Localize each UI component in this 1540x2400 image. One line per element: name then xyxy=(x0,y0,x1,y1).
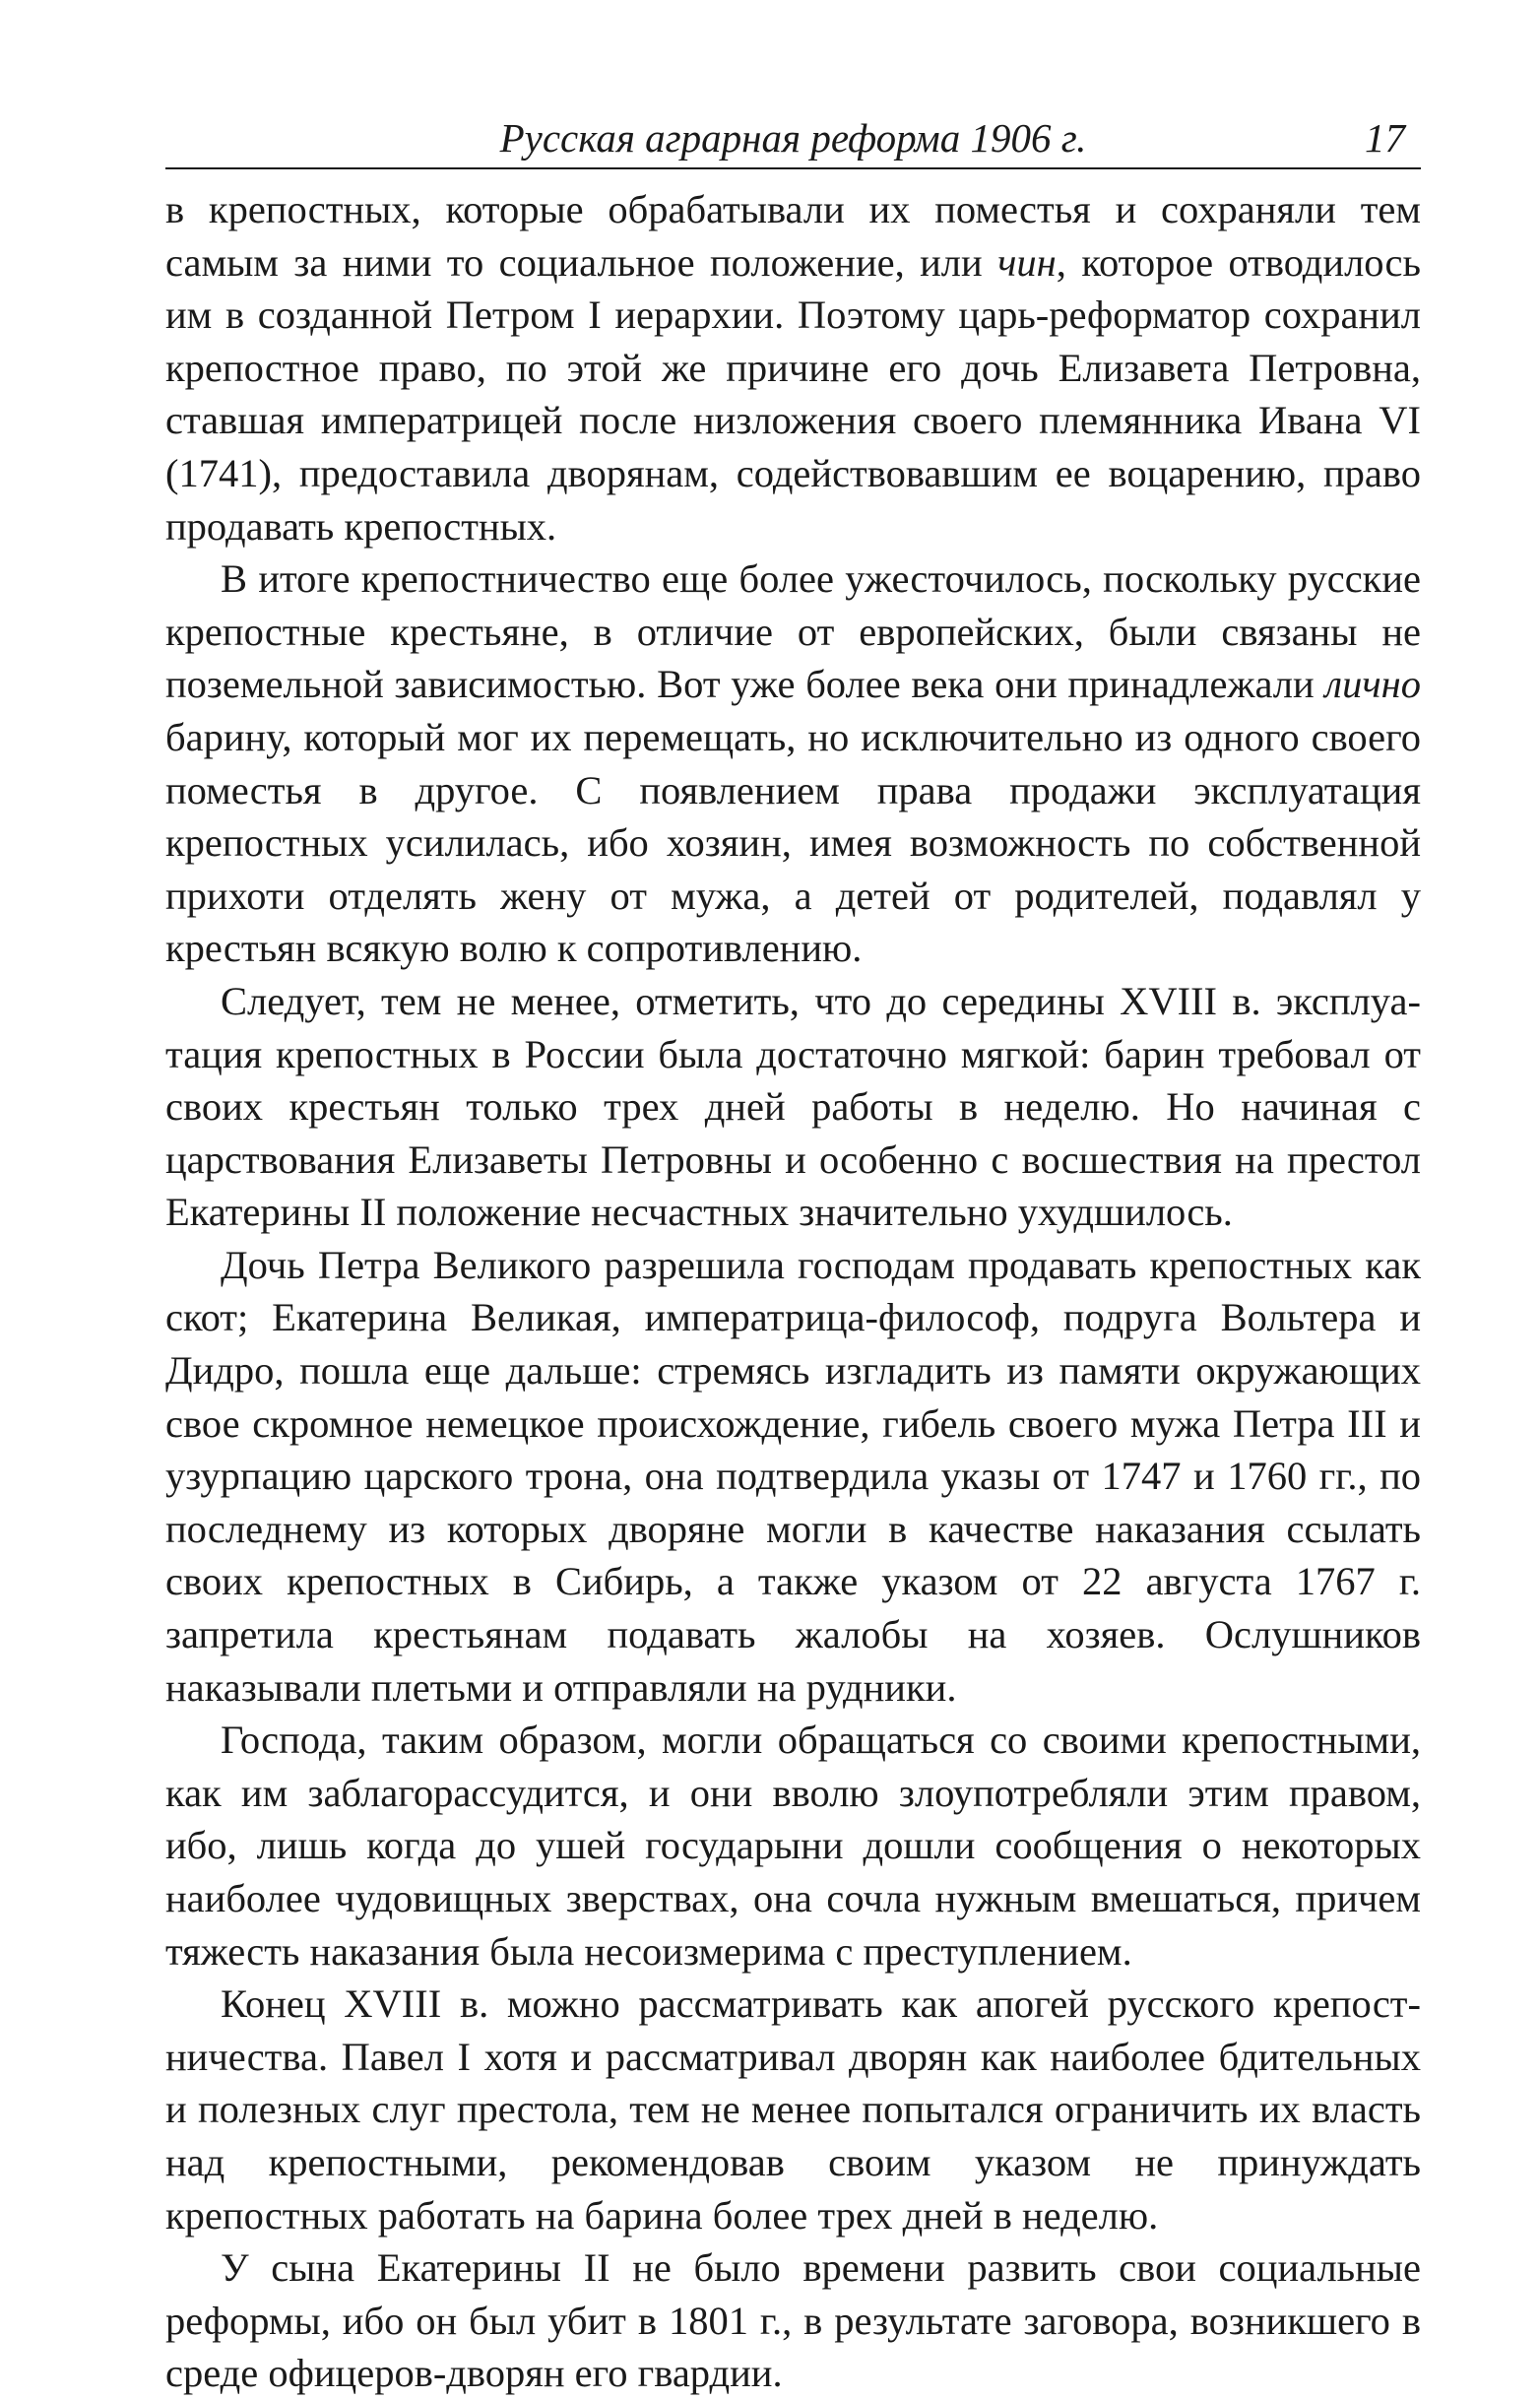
paragraph-6 xyxy=(165,1978,1421,2241)
paragraph-2-text-cont: барину, который мог их перемещать, но исключительно из одного своего поместья в другое. С появлением права продажи эксплуатация крепостных усилилась, ибо хозяин, имея возможность по собственной прихоти отделять жену от мужа, а детей от родителей, подавлял у крестьян всякую волю к сопротивлению. xyxy=(165,714,1421,971)
paragraph-6-text: Конец XVIII в. можно рассматривать как апогей русского крепостничества. Павел I хотя и рассматривал дворян как наиболее бдительных и полезных слуг престола, тем не менее попытался ограничить их власть над крепостными, рекомендовав своим указом не принуждать крепостных работать на барина более трех дней в неделю. xyxy=(165,1981,1421,2238)
paragraph-4-text: Дочь Петра Великого разрешила господам продавать крепостных как скот; Екатерина Великая, императрица-философ, подруга Вольтера и Дидро, пошла еще дальше: стремясь изгладить из памяти окружающих свое скромное немецкое происхождение, гибель своего мужа Петра III и узурпацию царского трона, она подтвердила указы от 1747 и 1760 гг., по последнему из которых дворяне могли в качестве наказания ссылать своих крепостных в Сибирь, а также указом от 22 августа 1767 г. запретила крестьянам подавать жалобы на хозяев. Ослушников наказывали плетьми и отправляли на рудники. xyxy=(165,1242,1421,1710)
paragraph-2 xyxy=(165,552,1421,975)
book-page xyxy=(165,108,1421,2400)
paragraph-2-text: В итоге крепостничество еще более ужесточилось, поскольку русские крепостные крестьяне, в отличие от европейских, были связаны не поземельной зависимостью. Вот уже более века они принадлежали xyxy=(165,556,1421,707)
running-title: Русская аграрная реформа 1906 г. xyxy=(499,115,1087,161)
paragraph-5-text: Господа, таким образом, могли обращаться со своими крепостными, как им заблагорассудится, и они вволю злоупотребляли этим правом, ибо, лишь когда до ушей государыни дошли сообщения о некоторых наиболее чудовищных зверствах, она сочла нужным вмешаться, причем тяжесть наказания была несоизмерима с преступлением. xyxy=(165,1718,1421,1974)
body-text xyxy=(165,183,1421,2400)
paragraph-2-italic-term: лично xyxy=(1324,662,1421,707)
paragraph-1-text: в крепостных, которые обрабатывали их поместья и сохраняли тем самым за ними то социальное положение, или xyxy=(165,187,1421,285)
paragraph-7 xyxy=(165,2241,1421,2400)
running-header xyxy=(165,108,1421,169)
page-number: 17 xyxy=(1365,115,1405,161)
paragraph-5 xyxy=(165,1714,1421,1978)
paragraph-4 xyxy=(165,1239,1421,1714)
paragraph-7-text: У сына Екатерины II не было времени развить свои социальные реформы, ибо он был убит в 1801 г., в результате заговора, возникшего в среде офицеров-дворян его гвардии. xyxy=(165,2245,1421,2396)
paragraph-3 xyxy=(165,975,1421,1239)
paragraph-1-text-cont: , которое отводилось им в созданной Петром I иерархии. Поэтому царь-реформатор сохранил крепостное право, по этой же причине его дочь Елизавета Петровна, ставшая императрицей после низложения своего племянника Ивана VI (1741), предоставила дворянам, содействовавшим ее воцарению, право продавать крепостных. xyxy=(165,239,1421,549)
paragraph-1 xyxy=(165,183,1421,552)
paragraph-3-text: Следует, тем не менее, отметить, что до середины XVIII в. эксплуатация крепостных в России была достаточно мягкой: барин требовал от своих крестьян только трех дней работы в неделю. Но начиная с царствования Елизаветы Петровны и особенно с восшествия на престол Екатерины II положение несчастных значительно ухудшилось. xyxy=(165,978,1421,1235)
paragraph-1-italic-term: чин xyxy=(997,239,1057,285)
